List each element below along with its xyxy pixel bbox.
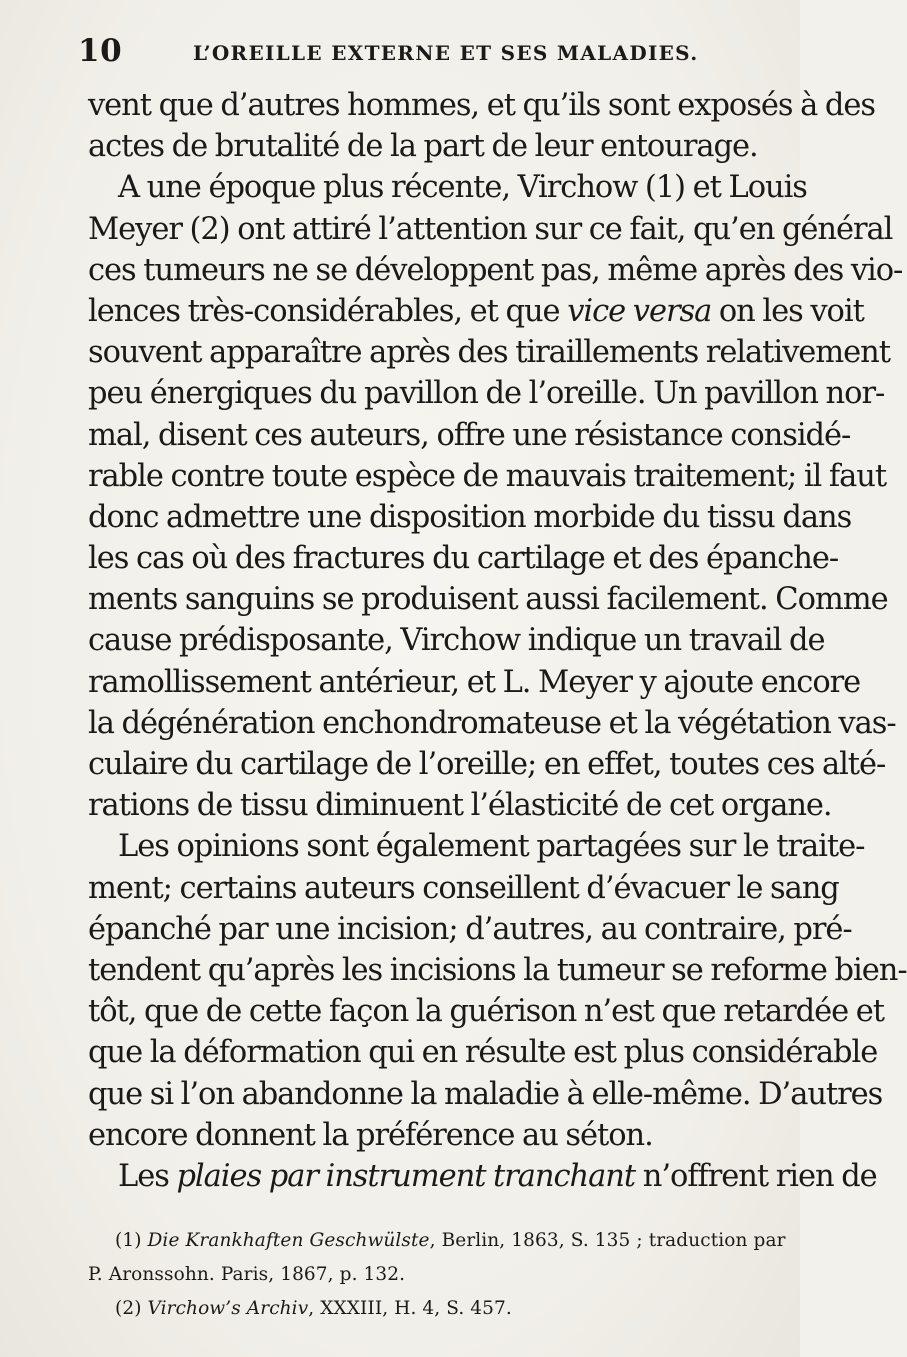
italic-phrase: Die Krankhaften Geschwülste <box>147 1230 430 1251</box>
text-line: tendent qu’après les incisions la tumeur se reforme bien- <box>88 952 907 988</box>
text-line: ramollissement antérieur, et L. Meyer y ajoute encore <box>88 664 861 700</box>
text-line: Les plaies par instrument tranchant n’offrent rien de <box>118 1158 877 1194</box>
text-line: A une époque plus récente, Virchow (1) et Louis <box>118 170 807 206</box>
italic-phrase: vice versa <box>567 293 712 329</box>
text-line: vent que d’autres hommes, et qu’ils sont exposés à des <box>88 88 875 123</box>
footnote: (1) Die Krankhaften Geschwülste, Berlin, 1863, S. 135 ; traduction par <box>115 1230 786 1251</box>
text-line: peu énergiques du pavillon de l’oreille. Un pavillon nor- <box>88 376 885 412</box>
text-line: souvent apparaître après des tiraillements relativement <box>88 335 890 371</box>
italic-phrase: Virchow’s Archiv <box>147 1298 309 1319</box>
text-line: lences très-considérables, et que vice versa on les voit <box>88 293 864 329</box>
text-line: épanché par une incision; d’autres, au contraire, pré- <box>88 911 852 947</box>
text-line: Meyer (2) ont attiré l’attention sur ce fait, qu’en général <box>88 211 893 247</box>
text-line: que la déformation qui en résulte est plus considérable <box>88 1035 878 1071</box>
page-header <box>78 30 778 70</box>
page-number: 10 <box>78 33 123 69</box>
text-line: ces tumeurs ne se développent pas, même après des vio- <box>88 252 903 288</box>
text-line: cause prédisposante, Virchow indique un travail de <box>88 623 825 659</box>
text-line: ments sanguins se produisent aussi facilement. Comme <box>88 582 888 618</box>
text-line: ment; certains auteurs conseillent d’évacuer le sang <box>88 870 839 906</box>
text-line: les cas où des fractures du cartilage et des épanche- <box>88 541 839 577</box>
text-line: rable contre toute espèce de mauvais traitement; il faut <box>88 458 887 494</box>
text-line: tôt, que de cette façon la guérison n’est que retardée et <box>88 994 884 1030</box>
running-title: L’OREILLE EXTERNE ET SES MALADIES. <box>193 41 699 65</box>
body-text <box>88 85 907 1197</box>
text-line: mal, disent ces auteurs, offre une résistance considé- <box>88 417 851 453</box>
text-line: culaire du cartilage de l’oreille; en effet, toutes ces alté- <box>88 747 886 782</box>
text-line: rations de tissu diminuent l’élasticité de cet organe. <box>88 788 832 824</box>
text-line: encore donnent la préférence au séton. <box>88 1117 653 1153</box>
footnotes <box>88 1224 786 1326</box>
text-line: que si l’on abandonne la maladie à elle-même. D’autres <box>88 1076 883 1112</box>
footnote: (2) Virchow’s Archiv, XXXIII, H. 4, S. 457. <box>115 1298 512 1319</box>
text-line: la dégénération enchondromateuse et la végétation vas- <box>88 705 896 741</box>
text-line: Les opinions sont également partagées sur le traite- <box>118 829 865 865</box>
text-line: actes de brutalité de la part de leur entourage. <box>88 129 758 165</box>
footnote-continuation: P. Aronssohn. Paris, 1867, p. 132. <box>88 1264 406 1285</box>
italic-phrase: plaies par instrument tranchant <box>176 1158 636 1194</box>
text-line: donc admettre une disposition morbide du tissu dans <box>88 499 852 535</box>
